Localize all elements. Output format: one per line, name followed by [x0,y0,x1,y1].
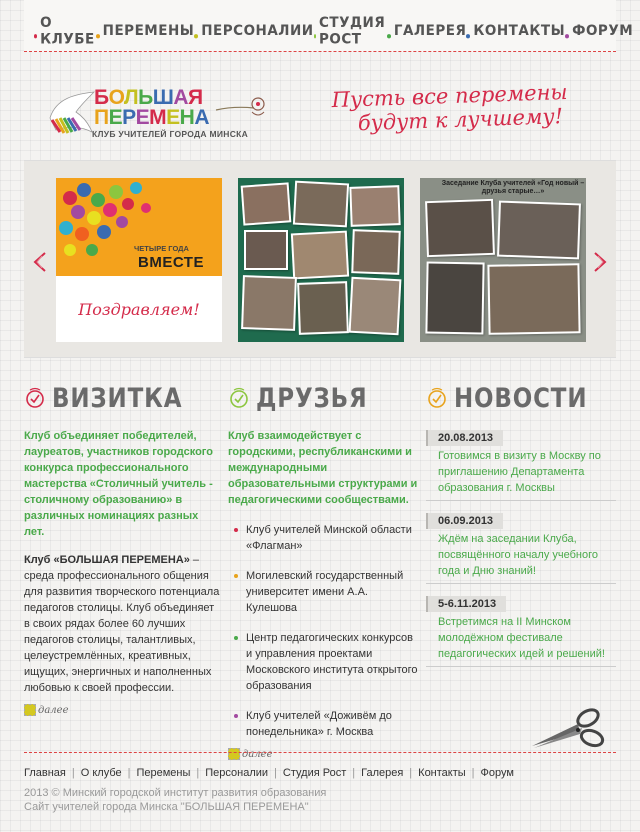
news-date: 20.08.2013 [426,430,503,446]
nav-bullet-icon [96,33,100,37]
logo-title-line2: ПЕРЕМЕНА [94,106,209,129]
friend-item[interactable] [228,708,418,740]
nav-bullet-icon [565,33,569,37]
slide-caption-small: ЧЕТЫРЕ ГОДА [134,244,189,253]
friends-more-link[interactable] [228,748,418,760]
header-slogan [279,78,620,138]
friends-title: ДРУЗЬЯ [256,382,368,414]
collage-photo [349,185,400,227]
news-item[interactable] [426,594,616,667]
friend-item[interactable] [228,522,418,554]
footer-sep: | [274,767,277,779]
club-name: Клуб «БОЛЬШАЯ ПЕРЕМЕНА» [24,554,190,566]
footer-sep: | [409,767,413,779]
visitka-lead: Клуб объединяет победителей, лауреатов, участников городского конкурса профессионального мастерства «Столичный учитель - столичному образованию» в различных номинациях разных лет. [24,430,213,538]
visitka-flower-icon [24,387,46,409]
footer-sep: | [127,767,131,779]
footer-copyright [24,786,326,814]
collage-photo [487,263,580,335]
visitka-more-link[interactable] [24,704,220,716]
footer-link-contacts[interactable]: Контакты [418,767,466,779]
carousel-slide-meeting[interactable] [420,178,586,342]
friends-header [228,378,418,418]
bullet-icon [234,574,238,578]
carousel-next-arrow-icon[interactable] [592,251,608,273]
footer-sep: | [196,767,200,779]
collage-photo [297,281,349,335]
friend-text: Могилевский государственный университет имени А.А. Кулешова [246,570,404,614]
logo-title-line1: БОЛЬШАЯ [94,86,203,109]
nav-label: ФОРУМ [572,22,634,39]
site-logo[interactable] [46,86,249,144]
nav-item-gallery[interactable] [387,22,467,39]
nav-item-changes[interactable] [96,22,195,39]
bullet-icon [234,528,238,532]
carousel-prev-arrow-icon[interactable] [32,251,48,273]
nav-item-persons[interactable] [194,22,313,39]
friends-column [228,378,418,760]
more-square-icon [228,748,240,760]
news-divider [426,666,616,667]
more-label: далее [38,704,69,716]
scissors-icon [528,706,608,754]
nav-bullet-icon [34,33,37,37]
bullet-icon [234,636,238,640]
collage-photo [497,201,581,260]
nav-label: ГАЛЕРЕЯ [393,22,467,39]
footer-divider [24,752,616,753]
footer-link-studio[interactable]: Студия Рост [282,767,347,779]
logo-subtitle: КЛУБ УЧИТЕЛЕЙ ГОРОДА МИНСКА [92,129,249,139]
carousel-slide-photo-collage[interactable] [238,178,404,342]
visitka-header [24,378,220,418]
footer-sep: | [471,767,475,779]
news-text[interactable]: Встретимся на II Минском молодёжном фестивале педагогических идей и решений! [438,616,605,660]
nav-label: ПЕРЕМЕНЫ [102,22,195,39]
slogan-line2: будут к лучшему! [357,104,564,136]
news-title: НОВОСТИ [454,382,588,414]
nav-label: КОНТАКТЫ [473,22,566,39]
news-date: 5-6.11.2013 [426,596,506,612]
nav-bullet-icon [314,33,316,37]
footer-link-about[interactable]: О клубе [80,767,122,779]
news-text[interactable]: Ждём на заседании Клуба, посвящённого началу учебного года и Дню знаний! [438,533,599,577]
collage-photo [244,230,288,270]
nav-bullet-icon [194,33,198,37]
friends-lead: Клуб взаимодействует с городскими, республиканскими и международными образовательными структурами и педагогическими сообществами. [228,430,418,506]
nav-item-studio[interactable] [314,14,387,48]
news-header [426,378,616,418]
site-header [40,78,600,146]
news-item[interactable] [426,428,616,501]
balloons-image [56,178,222,276]
flower-icon [214,92,278,122]
friend-text: Центр педагогических конкурсов и управления проектами Московского института открытого образования [246,632,418,692]
slogan-line1: Пусть все перемены [331,79,568,113]
visitka-title: ВИЗИТКА [52,382,183,414]
friend-item[interactable] [228,568,418,616]
collage-photo [291,231,349,280]
carousel-slide-congrats[interactable] [56,178,222,342]
collage-photo [425,199,495,257]
collage-photo [241,275,297,331]
nav-item-about[interactable] [34,14,96,48]
footer-link-home[interactable]: Главная [24,767,66,779]
news-divider [426,583,616,584]
bird-logo-icon [46,88,98,138]
collage-photo [351,229,401,275]
news-item[interactable] [426,511,616,584]
nav-label: ПЕРСОНАЛИИ [201,22,314,39]
nav-bullet-icon [466,33,470,37]
footer-link-gallery[interactable]: Галерея [361,767,404,779]
collage-photo [425,261,484,334]
collage-photo [241,182,292,225]
footer-link-changes[interactable]: Перемены [136,767,191,779]
footer-link-persons[interactable]: Персоналии [205,767,269,779]
news-flower-icon [426,387,448,409]
slide-greeting: Поздравляем! [56,276,222,342]
more-label: далее [242,748,273,760]
footer-nav [24,767,514,779]
news-text[interactable]: Готовимся в визиту в Москву по приглашению Департамента образования г. Москвы [438,450,601,494]
news-column [426,378,616,667]
slide-caption-big: ВМЕСТЕ [138,254,204,271]
footer-sep: | [71,767,75,779]
more-square-icon [24,704,36,716]
nav-bullet-icon [387,33,391,37]
site-text: Сайт учителей города Минска "БОЛЬШАЯ ПЕРЕМЕНА" [24,801,309,813]
friends-flower-icon [228,387,250,409]
collage-photo [349,277,402,336]
visitka-column [24,378,220,716]
footer-sep: | [352,767,356,779]
nav-item-forum[interactable] [565,22,633,39]
footer-link-forum[interactable]: Форум [480,767,514,779]
slide-meeting-caption: Заседание Клуба учителей «Год новый – друзья старые…» [441,180,585,195]
collage-photo [293,181,349,228]
top-nav [24,0,634,52]
news-date: 06.09.2013 [426,513,503,529]
photo-carousel [24,160,616,358]
bullet-icon [234,714,238,718]
visitka-body-text: – среда профессионального общения для развития творческого потенциала педагогов столицы. Клуб объединяет в своих рядах более 60 лучших педагогов столицы, талантливых, целеустремлённых, креативных, ищущих, энергичных и наполненных любовью к своей профессии. [24,554,220,694]
friend-text: Клуб учителей «Доживём до понедельника» г. Москва [246,710,392,738]
friend-text: Клуб учителей Минской области «Флагман» [246,524,412,552]
nav-item-contacts[interactable] [466,22,565,39]
copyright-text: 2013 © Минский городской институт развития образования [24,787,327,799]
friend-item[interactable] [228,630,418,694]
news-divider [426,500,616,501]
visitka-body [24,552,220,696]
nav-label: СТУДИЯ РОСТ [318,13,386,48]
nav-label: О КЛУБЕ [40,13,95,48]
